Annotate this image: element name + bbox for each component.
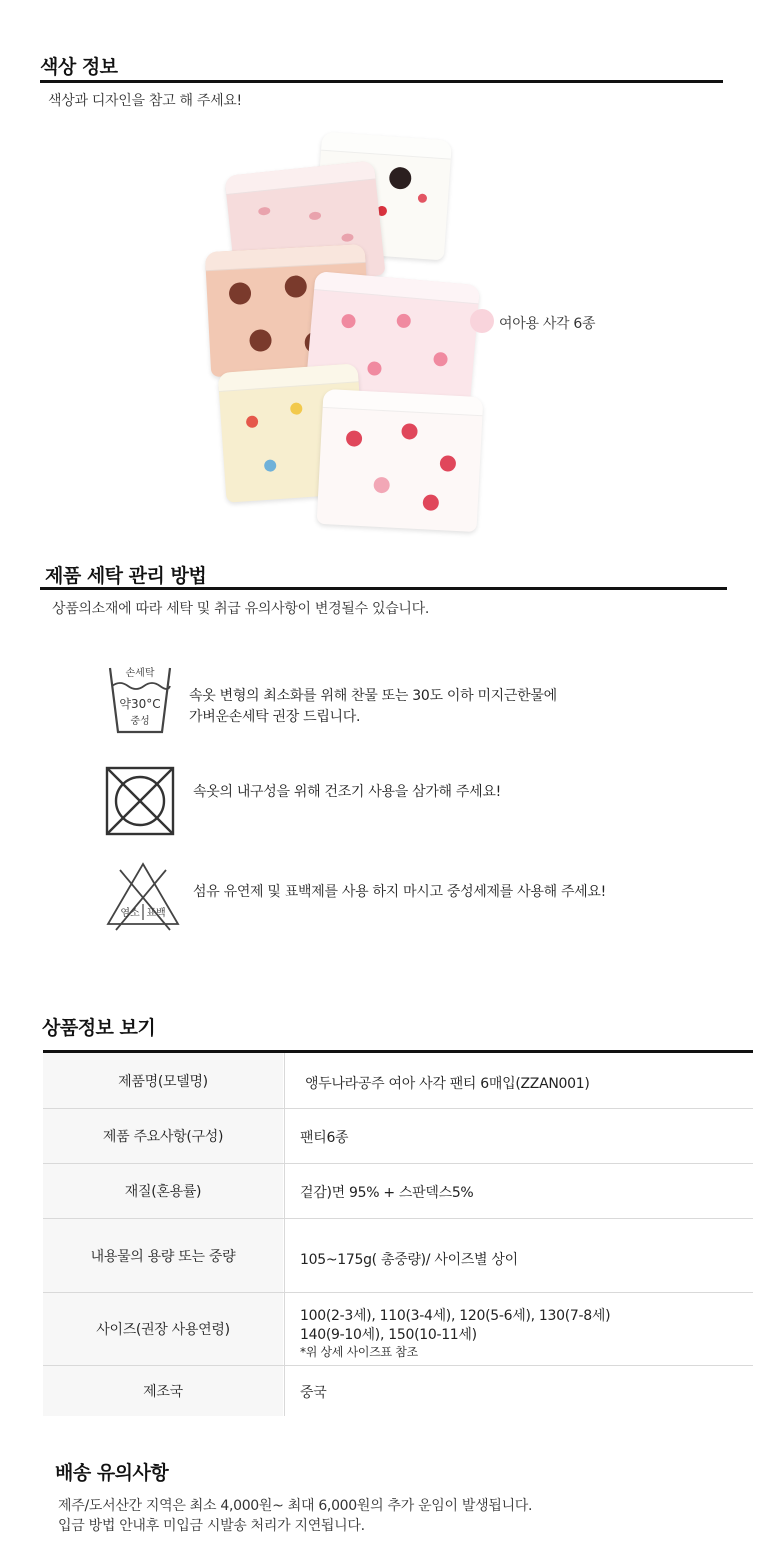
info-value-note: *위 상세 사이즈표 참조 (300, 1345, 418, 1359)
color-option-label: 여아용 사각 6종 (499, 316, 596, 332)
shipping-note-line1: 제주/도서산간 지역은 최소 4,000원~ 최대 6,000원의 추가 운임이 발생됩니다. (58, 1498, 533, 1514)
care-section-note: 상품의소재에 따라 세탁 및 취급 유의사항이 변경될수 있습니다. (52, 601, 430, 617)
info-value: 중국 (300, 1385, 327, 1401)
hand-wash-label: 손세탁 (125, 668, 155, 679)
shipping-note-line2: 입금 방법 안내후 미입금 시발송 처리가 지연됩니다. (58, 1518, 365, 1534)
care-item-dryer-line1: 속옷의 내구성을 위해 건조기 사용을 삼가해 주세요! (193, 784, 501, 800)
info-value: 100(2-3세), 110(3-4세), 120(5-6세), 130(7-8세) (300, 1308, 611, 1324)
product-photo (200, 128, 500, 538)
info-row-size (43, 1293, 753, 1366)
color-section-rule (40, 80, 723, 83)
shipping-section-title: 배송 유의사항 (55, 1462, 169, 1484)
no-tumble-dry-icon (105, 766, 175, 836)
care-item-handwash-line1: 속옷 변형의 최소화를 위해 찬물 또는 30도 이하 미지근한물에 (189, 688, 557, 704)
hand-wash-neutral: 중성 (130, 716, 150, 727)
info-row-origin (43, 1366, 753, 1416)
info-row-material (43, 1164, 753, 1219)
hand-wash-temp: 약30°C (119, 697, 161, 711)
info-label: 내용물의 용량 또는 중량 (43, 1219, 283, 1292)
info-label: 제품명(모델명) (43, 1053, 283, 1108)
info-value: 105~175g( 총중량)/ 사이즈별 상이 (300, 1252, 518, 1268)
no-bleach-label-right: 표백 (146, 908, 166, 919)
hand-wash-icon (104, 660, 176, 738)
info-value-line2: 140(9-10세), 150(10-11세) (300, 1327, 477, 1343)
info-value: 팬티6종 (300, 1130, 349, 1146)
no-bleach-icon (104, 860, 182, 932)
care-item-bleach-line1: 섬유 유연제 및 표백제를 사용 하지 마시고 중성세제를 사용해 주세요! (193, 884, 606, 900)
color-section-title: 색상 정보 (40, 56, 118, 78)
no-bleach-label-left: 염소 (120, 908, 140, 919)
info-label: 제품 주요사항(구성) (43, 1109, 283, 1163)
info-label: 재질(혼용률) (43, 1164, 283, 1218)
info-row-composition (43, 1109, 753, 1164)
care-item-handwash-line2: 가벼운손세탁 권장 드립니다. (189, 709, 361, 725)
color-section-note: 색상과 디자인을 참고 해 주세요! (48, 93, 242, 109)
short-white-cherries (317, 389, 484, 532)
info-row-model (43, 1053, 753, 1109)
info-row-weight (43, 1219, 753, 1293)
info-label: 사이즈(권장 사용연령) (43, 1293, 283, 1365)
color-option-swatch (470, 309, 494, 333)
info-section-title: 상품정보 보기 (42, 1017, 156, 1039)
info-value: 앵두나라공주 여아 사각 팬티 6매입(ZZAN001) (305, 1076, 590, 1092)
info-label: 제조국 (43, 1366, 283, 1416)
info-value: 겉감)면 95% + 스판덱스5% (300, 1185, 474, 1201)
care-section-title: 제품 세탁 관리 방법 (45, 565, 207, 587)
care-section-rule (40, 587, 727, 590)
